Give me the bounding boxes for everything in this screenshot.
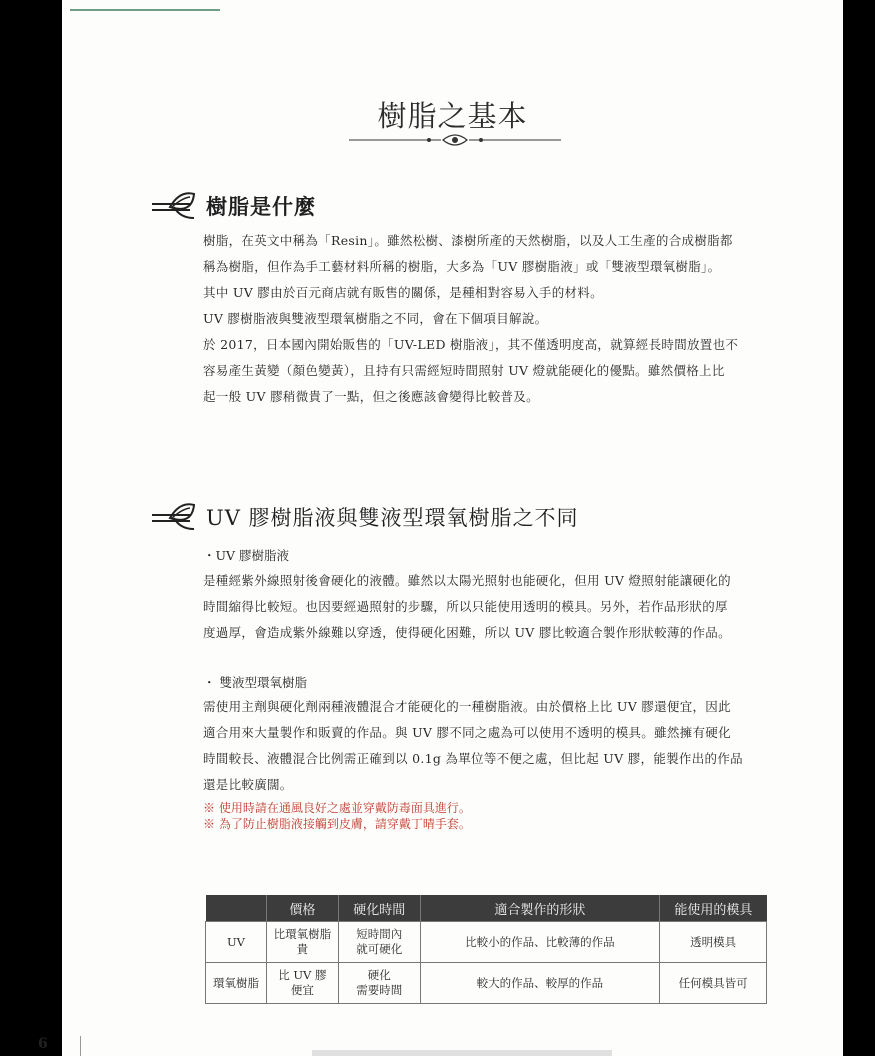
paragraph-line: 稱為樹脂，但作為手工藝材料所稱的樹脂，大多為「UV 膠樹脂液」或「雙液型環氧樹脂」。 <box>203 259 721 274</box>
table-cell: 較大的作品、較厚的作品 <box>420 963 660 1004</box>
paragraph-line: 起一般 UV 膠稍微貴了一點，但之後應該會變得比較普及。 <box>203 389 539 404</box>
table-header-cell <box>206 895 267 922</box>
paragraph-line: 樹脂，在英文中稱為「Resin」。雖然松樹、漆樹所產的天然樹脂，以及人工生產的合成樹脂都 <box>203 233 733 248</box>
uv-resin-paragraph <box>203 568 773 646</box>
table-row <box>206 963 767 1004</box>
table-cell: 比較小的作品、比較薄的作品 <box>420 922 660 963</box>
section-heading-text: 樹脂是什麼 <box>206 194 316 219</box>
table-cell: 透明模具 <box>660 922 767 963</box>
section-heading-text: UV 膠樹脂液與雙液型環氧樹脂之不同 <box>206 506 579 530</box>
paragraph-line: 需使用主劑與硬化劑兩種液體混合才能硬化的一種樹脂液。由於價格上比 UV 膠還便宜，因此 <box>203 699 731 714</box>
safety-notes <box>203 800 471 832</box>
top-decorative-rule <box>70 9 220 11</box>
paragraph-line: 其中 UV 膠由於百元商店就有販售的關係，是種相對容易入手的材料。 <box>203 285 603 300</box>
table-cell: 任何模具皆可 <box>660 963 767 1004</box>
paragraph-line: 容易產生黃變（顏色變黃），且持有只需經短時間照射 UV 燈就能硬化的優點。雖然價格上比 <box>203 363 725 378</box>
leaf-arrow-icon <box>150 499 198 535</box>
leaf-arrow-icon <box>150 188 198 224</box>
table-cell: UV <box>206 922 267 963</box>
table-header-cell: 能使用的模具 <box>660 895 767 922</box>
page-number: 6 <box>38 1036 48 1052</box>
margin-divider <box>80 1036 81 1056</box>
safety-note: ※ 使用時請在通風良好之處並穿戴防毒面具進行。 <box>203 801 471 815</box>
uv-resin-label: ・UV 膠樹脂液 <box>203 548 290 563</box>
table-cell: 比 UV 膠 便宜 <box>266 963 338 1004</box>
table-header-cell: 適合製作的形狀 <box>420 895 660 922</box>
section1-paragraph <box>203 228 773 410</box>
book-page <box>62 0 843 1056</box>
comparison-table <box>205 895 767 1004</box>
safety-note: ※ 為了防止樹脂液接觸到皮膚，請穿戴丁晴手套。 <box>203 817 471 831</box>
epoxy-resin-paragraph <box>203 694 773 798</box>
section-heading-uv-vs-epoxy <box>150 497 579 537</box>
table-row <box>206 922 767 963</box>
paragraph-line: 時間較長、液體混合比例需正確到以 0.1g 為單位等不便之處，但比起 UV 膠，能製作出的作品 <box>203 751 743 766</box>
page-title: 樹脂之基本 <box>377 99 528 133</box>
title-ornament-icon <box>349 128 561 152</box>
table-header-cell: 硬化時間 <box>338 895 420 922</box>
table-cell: 硬化 需要時間 <box>338 963 420 1004</box>
table-cell: 短時間內 就可硬化 <box>338 922 420 963</box>
paragraph-line: 度過厚，會造成紫外線難以穿透，使得硬化困難，所以 UV 膠比較適合製作形狀較薄的作品。 <box>203 625 731 640</box>
paragraph-line: 適合用來大量製作和販賣的作品。與 UV 膠不同之處為可以使用不透明的模具。雖然擁有硬化 <box>203 725 731 740</box>
table-cell: 比環氧樹脂 貴 <box>266 922 338 963</box>
paragraph-line: 還是比較廣闊。 <box>203 777 293 792</box>
table-header-cell: 價格 <box>266 895 338 922</box>
epoxy-resin-label: ・ 雙液型環氧樹脂 <box>203 675 307 690</box>
table-cell: 環氧樹脂 <box>206 963 267 1004</box>
paragraph-line: 於 2017，日本國內開始販售的「UV-LED 樹脂液」，其不僅透明度高，就算經長時間放置也不 <box>203 337 739 352</box>
section-heading-what-is-resin <box>150 186 316 226</box>
paragraph-line: 是種經紫外線照射後會硬化的液體。雖然以太陽光照射也能硬化，但用 UV 燈照射能讓硬化的 <box>203 573 731 588</box>
table-header-row <box>206 895 767 922</box>
paragraph-line: UV 膠樹脂液與雙液型環氧樹脂之不同，會在下個項目解說。 <box>203 311 548 326</box>
paragraph-line: 時間縮得比較短。也因要經過照射的步驟，所以只能使用透明的模具。另外，若作品形狀的厚 <box>203 599 728 614</box>
footer-faint-text <box>312 1050 612 1056</box>
